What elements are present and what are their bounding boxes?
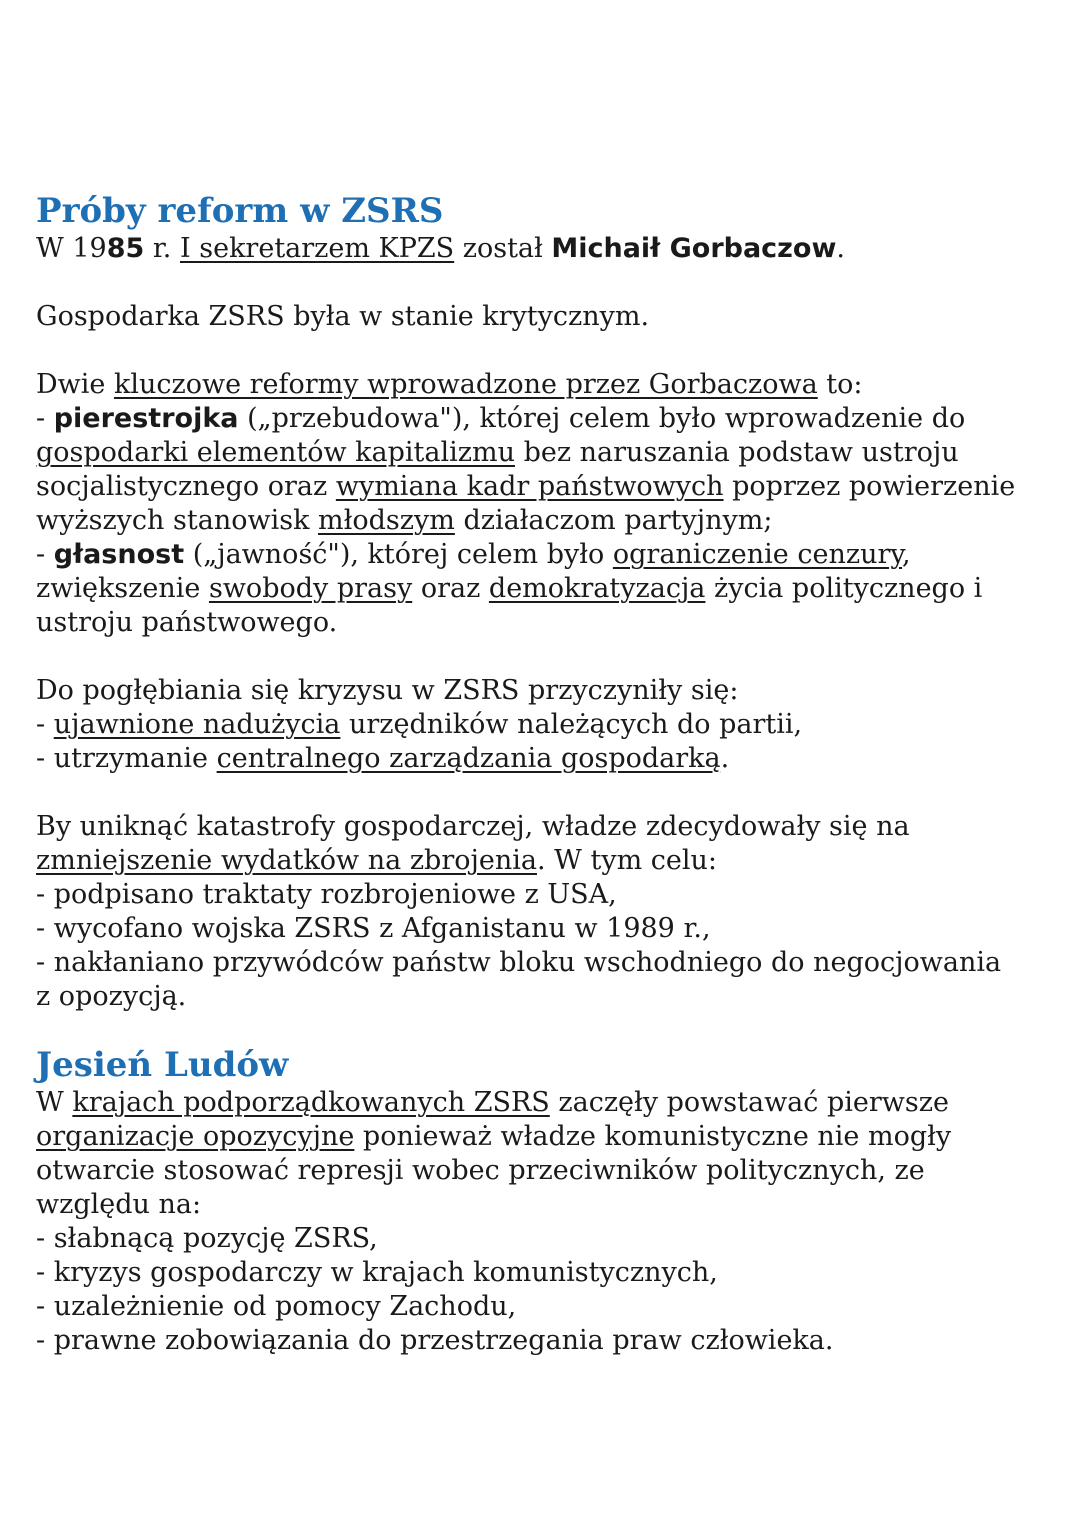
underlined-phrase: centralnego zarządzania gospodarką bbox=[216, 743, 721, 774]
reforms-paragraph bbox=[36, 368, 1056, 640]
text: działaczom partyjnym; bbox=[454, 505, 773, 536]
text: zwiększenie bbox=[36, 573, 209, 604]
section-title-reforms: Próby reform w ZSRS bbox=[36, 191, 444, 231]
text: , bbox=[902, 539, 911, 570]
text: poprzez powierzenie bbox=[723, 471, 1016, 502]
underlined-phrase: organizacje opozycyjne bbox=[36, 1121, 355, 1152]
text: to: bbox=[817, 369, 863, 400]
text: - utrzymanie bbox=[36, 743, 217, 774]
underlined-phrase: krajach podporządkowanych ZSRS bbox=[72, 1087, 550, 1118]
text: („przebudowa"), której celem było wprowadzenie do bbox=[238, 403, 966, 434]
text: bez naruszania podstaw ustroju bbox=[514, 437, 959, 468]
text: wyższych stanowisk bbox=[36, 505, 319, 536]
text: („jawność"), której celem było bbox=[184, 539, 613, 570]
text: ponieważ władze komunistyczne nie mogły bbox=[354, 1121, 952, 1152]
text: . W tym celu: bbox=[536, 845, 717, 876]
section-title-autumn: Jesień Ludów bbox=[36, 1045, 289, 1085]
intro-paragraph bbox=[36, 232, 1056, 266]
autumn-paragraph bbox=[36, 1086, 1056, 1358]
text: Dwie bbox=[36, 369, 114, 400]
underlined-phrase: demokratyzacja bbox=[488, 573, 706, 604]
year-bold: 85 bbox=[106, 233, 145, 264]
text: względu na: bbox=[36, 1189, 202, 1220]
text: otwarcie stosować represji wobec przeciwników politycznych, ze bbox=[36, 1155, 925, 1186]
intro-text: został bbox=[454, 233, 552, 264]
crisis-paragraph bbox=[36, 674, 1056, 776]
intro-text: W 19 bbox=[36, 233, 107, 264]
underlined-phrase: swobody prasy bbox=[208, 573, 413, 604]
text: ustroju państwowego. bbox=[36, 607, 338, 638]
intro-text: . bbox=[836, 233, 845, 264]
economy-paragraph: Gospodarka ZSRS była w stanie krytycznym. bbox=[36, 301, 650, 332]
underlined-phrase: młodszym bbox=[318, 505, 455, 536]
list-item: - słabnącą pozycję ZSRS, bbox=[36, 1223, 378, 1254]
list-item: - wycofano wojska ZSRS z Afganistanu w 1989 r., bbox=[36, 913, 711, 944]
disarm-paragraph bbox=[36, 810, 1056, 1014]
list-item: - podpisano traktaty rozbrojeniowe z USA, bbox=[36, 879, 617, 910]
document-page bbox=[36, 190, 1056, 1358]
text: By uniknąć katastrofy gospodarczej, władze zdecydowały się na bbox=[36, 811, 910, 842]
underlined-phrase: zmniejszenie wydatków na zbrojenia bbox=[36, 845, 537, 876]
text: oraz bbox=[412, 573, 489, 604]
underlined-phrase: wymiana kadr państwowych bbox=[335, 471, 724, 502]
text: W bbox=[36, 1087, 73, 1118]
text: socjalistycznego oraz bbox=[36, 471, 336, 502]
bold-term: pierestrojka bbox=[53, 403, 239, 434]
text: życia politycznego i bbox=[705, 573, 983, 604]
text: . bbox=[720, 743, 730, 774]
list-item: - kryzys gospodarczy w krajach komunistycznych, bbox=[36, 1257, 718, 1288]
list-item: - uzależnienie od pomocy Zachodu, bbox=[36, 1291, 517, 1322]
list-item: z opozycją. bbox=[36, 981, 187, 1012]
bold-term: głasnost bbox=[53, 539, 185, 570]
text: Do pogłębiania się kryzysu w ZSRS przyczyniły się: bbox=[36, 675, 739, 706]
list-dash: - bbox=[36, 539, 54, 570]
underlined-phrase: ograniczenie cenzury bbox=[612, 539, 903, 570]
underlined-phrase: kluczowe reformy wprowadzone przez Gorbaczowa bbox=[113, 369, 818, 400]
list-dash: - bbox=[36, 709, 54, 740]
list-dash: - bbox=[36, 403, 54, 434]
intro-text: r. bbox=[144, 233, 180, 264]
underlined-phrase: gospodarki elementów kapitalizmu bbox=[36, 437, 515, 468]
text: zaczęły powstawać pierwsze bbox=[549, 1087, 949, 1118]
bold-name: Michaił Gorbaczow bbox=[551, 233, 837, 264]
underlined-phrase: ujawnione nadużycia bbox=[53, 709, 341, 740]
list-item: - nakłaniano przywódców państw bloku wschodniego do negocjowania bbox=[36, 947, 1002, 978]
underlined-phrase: I sekretarzem KPZS bbox=[179, 233, 455, 264]
text: urzędników należących do partii, bbox=[340, 709, 803, 740]
list-item: - prawne zobowiązania do przestrzegania praw człowieka. bbox=[36, 1325, 834, 1356]
